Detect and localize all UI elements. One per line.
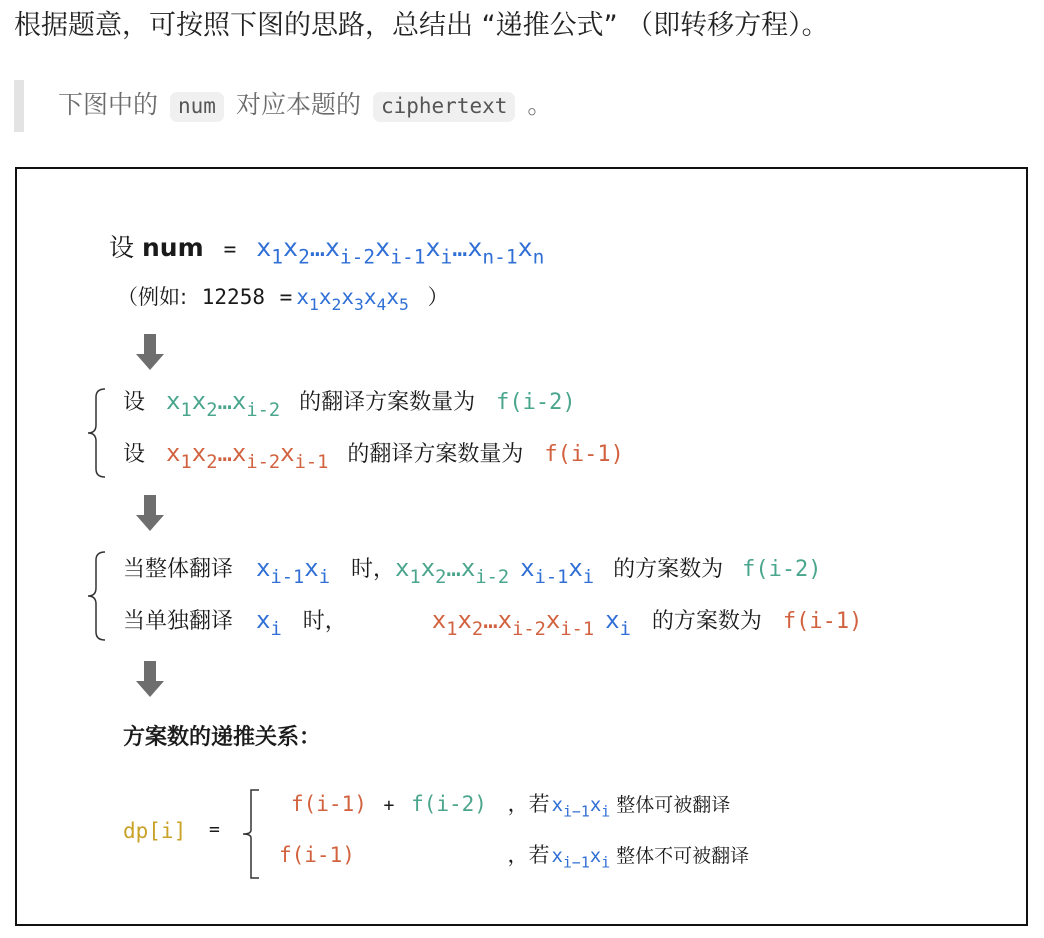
group2-row2 [123,606,863,641]
sequence-expression: $x_1x_2\dots x_{i-2}x_{i-1}x_i\dots x_{n-1}x_n$ [256,233,545,269]
left-brace-icon [239,788,263,880]
case2-f1: f(i-1) [279,843,355,867]
group2-row1 [123,554,822,589]
relation-title: 方案数的递推关系： [123,725,322,750]
row-label: 当整体翻译 [123,557,234,582]
prefix-i-1: $x_1x_2\dots x_{i-2}x_{i-1}$ [431,606,595,641]
row-desc: 的方案数为 [613,557,724,582]
prefix-i-2: $x_1x_2\dots x_{i-2}$ [394,554,510,589]
formula-equals: = [209,819,220,840]
example-suffix: ） [427,285,449,309]
she-char: 设 [123,442,146,467]
f-i-1: f(i-1) [782,609,863,634]
single-xi: $x_i$ [256,606,282,641]
single-xi: $x_i$ [605,606,631,641]
plus-sign: + [383,795,395,816]
example-equals: = [279,285,293,309]
she-char: 设 [109,233,135,262]
cond-pair: $x_{i-1}x_i$ [551,794,611,821]
example-value: 12258 [201,285,265,309]
figure-diagram [15,167,1028,926]
group1-row2 [123,439,624,474]
case1-desc: 整体可被翻译 [616,794,731,816]
line-definition [109,233,545,269]
f-i-1: f(i-1) [544,442,624,467]
case2-desc: 整体不可被翻译 [616,845,750,867]
inline-code-num: num [170,92,224,122]
pair-xi1-xi: $x_{i-1}x_i$ [256,554,330,589]
formula-case2 [279,843,750,872]
shi-text: 时， [350,557,395,582]
line-example [117,285,449,315]
note-pre: 下图中的 [58,90,159,119]
f-i-2: f(i-2) [496,390,576,415]
cond-pair: $x_{i-1}x_i$ [551,845,611,872]
prefix-i-2: $x_1x_2\dots x_{i-2}$ [166,387,281,422]
shi-text: 时， [302,609,347,634]
pair-xi1-xi: $x_{i-1}x_i$ [520,554,595,589]
row-desc: 的翻译方案数量为 [347,442,524,467]
f-i-2: f(i-2) [742,557,822,582]
down-arrow-icon [136,661,164,699]
she-char: 设 [123,390,146,415]
dp-i-label: dp[i] [123,819,187,843]
prefix-i-1: $x_1x_2\dots x_{i-2}x_{i-1}$ [166,439,329,474]
row-label: 当单独翻译 [123,609,234,634]
num-bold: num [141,233,204,262]
case1-f2: f(i-2) [411,792,487,816]
blockquote [58,92,552,122]
case1-f1: f(i-1) [291,792,367,816]
example-prefix: （例如: [117,285,188,309]
case1-cond: ，若 [507,792,550,816]
intro-text: 根据题意，可按照下图的思路，总结出 “递推公式” （即转移方程）。 [14,10,829,41]
row-desc: 的翻译方案数量为 [299,390,476,415]
left-brace-icon [87,387,107,479]
formula-case1 [291,792,731,821]
down-arrow-icon [136,495,164,533]
case2-cond: ，若 [507,843,550,867]
left-brace-icon [87,550,107,642]
note-post: 。 [527,90,553,119]
equals-sign: = [223,237,237,261]
note-mid: 对应本题的 [235,90,361,119]
inline-code-ciphertext: ciphertext [373,92,515,122]
group1-row1 [123,387,576,422]
example-sequence: $x_1x_2x_3x_4x_5$ [296,285,409,315]
blockquote-bar [14,80,24,132]
down-arrow-icon [136,334,164,372]
row-desc: 的方案数为 [651,609,762,634]
